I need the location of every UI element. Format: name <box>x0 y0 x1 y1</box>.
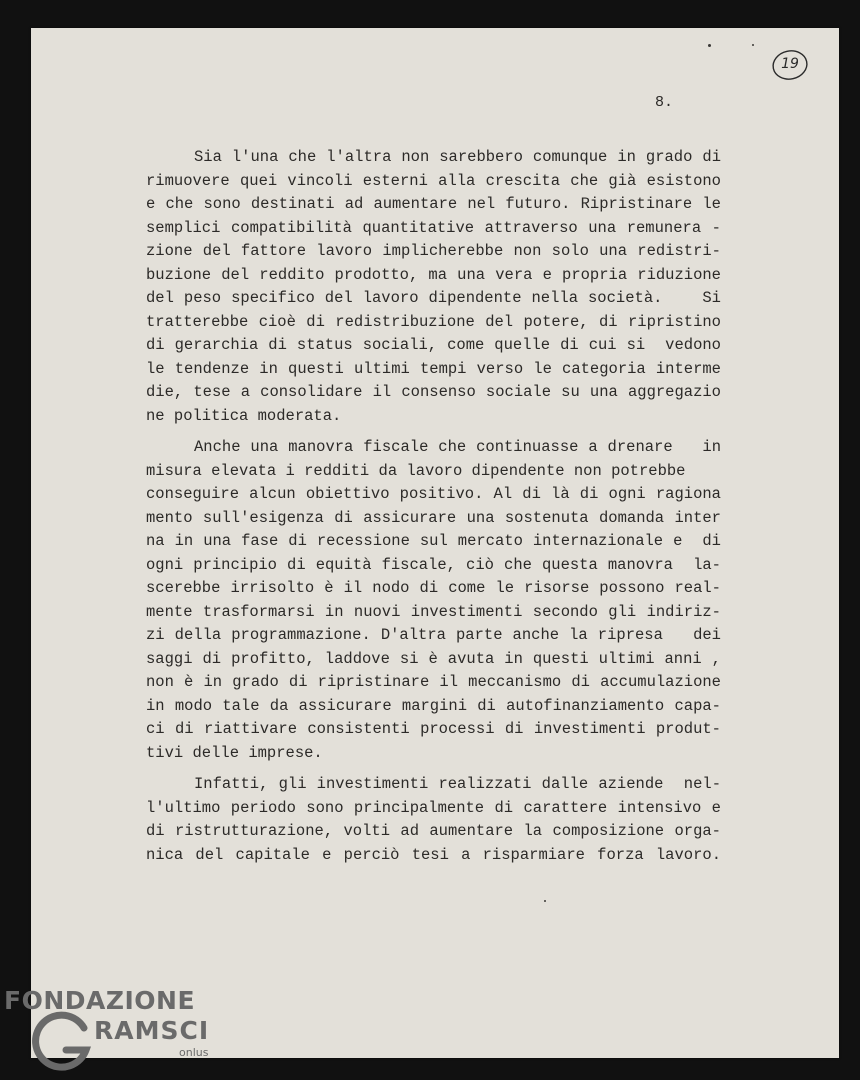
fondazione-gramsci-watermark <box>4 986 214 1080</box>
text-line: saggi di profitto, laddove si è avuta in questi ultimi anni , <box>146 649 721 668</box>
text-line: mento sull'esigenza di assicurare una sostenuta domanda inter <box>146 508 721 527</box>
watermark-line-1: FONDAZIONE <box>4 986 196 1015</box>
paragraph-1 <box>146 146 721 428</box>
paragraph-3 <box>146 773 721 867</box>
text-line: rimuovere quei vincoli esterni alla crescita che già esistono <box>146 171 721 190</box>
text-line: Infatti, gli investimenti realizzati dalle aziende nel- <box>194 775 721 793</box>
gramsci-g-logo-icon <box>32 1010 96 1074</box>
text-line: Sia l'una che l'altra non sarebbero comunque in grado di <box>194 148 721 166</box>
text-line: ogni principio di equità fiscale, ciò che questa manovra la- <box>146 555 721 574</box>
text-line: l'ultimo periodo sono principalmente di carattere intensivo e <box>146 798 721 817</box>
text-line: in modo tale da assicurare margini di autofinanziamento capa- <box>146 696 721 715</box>
ink-speck <box>708 44 711 47</box>
text-line: le tendenze in questi ultimi tempi verso le categoria interme <box>146 359 721 378</box>
typewritten-body <box>146 146 721 875</box>
text-line: semplici compatibilità quantitative attraverso una remunera - <box>146 218 721 237</box>
text-line: e che sono destinati ad aumentare nel futuro. Ripristinare le <box>146 195 721 213</box>
text-line: nica del capitale e perciò tesi a risparmiare forza lavoro. <box>146 845 721 864</box>
text-line: scerebbe irrisolto è il nodo di come le risorse possono real- <box>146 579 721 597</box>
paragraph-2 <box>146 436 721 765</box>
text-line: di ristrutturazione, volti ad aumentare la composizione orga- <box>146 822 721 840</box>
text-line: del peso specifico del lavoro dipendente nella società. Si <box>146 289 721 307</box>
text-line: ci di riattivare consistenti processi di investimenti produt- <box>146 720 721 738</box>
text-line: zione del fattore lavoro implicherebbe non solo una redistri- <box>146 242 721 260</box>
archive-stamp-number: 19 <box>781 56 799 72</box>
text-line: buzione del reddito prodotto, ma una vera e propria riduzione <box>146 265 721 284</box>
watermark-line-3: onlus <box>179 1046 209 1059</box>
page-number: 8. <box>655 94 674 111</box>
text-line: non è in grado di ripristinare il meccanismo di accumulazione <box>146 673 721 691</box>
text-line: mente trasformarsi in nuovi investimenti secondo gli indiriz- <box>146 602 721 621</box>
text-line: conseguire alcun obiettivo positivo. Al di là di ogni ragiona <box>146 485 721 503</box>
text-line: tratterebbe cioè di redistribuzione del potere, di ripristino <box>146 312 721 331</box>
watermark-line-2: RAMSCI <box>94 1016 210 1045</box>
document-page <box>31 28 839 1058</box>
text-line: na in una fase di recessione sul mercato internazionale e di <box>146 532 721 550</box>
text-line: tivi delle imprese. <box>146 743 323 762</box>
ink-speck <box>752 44 754 46</box>
text-line: Anche una manovra fiscale che continuasse a drenare in <box>194 438 721 456</box>
text-line: die, tese a consolidare il consenso sociale su una aggregazio <box>146 383 721 401</box>
text-line: di gerarchia di status sociali, come quelle di cui si vedono <box>146 336 721 354</box>
ink-speck <box>544 900 546 902</box>
archive-number-stamp <box>771 48 809 82</box>
text-line: misura elevata i redditi da lavoro dipendente non potrebbe <box>146 461 686 480</box>
text-line: zi della programmazione. D'altra parte anche la ripresa dei <box>146 626 721 644</box>
text-line: ne politica moderata. <box>146 406 342 425</box>
